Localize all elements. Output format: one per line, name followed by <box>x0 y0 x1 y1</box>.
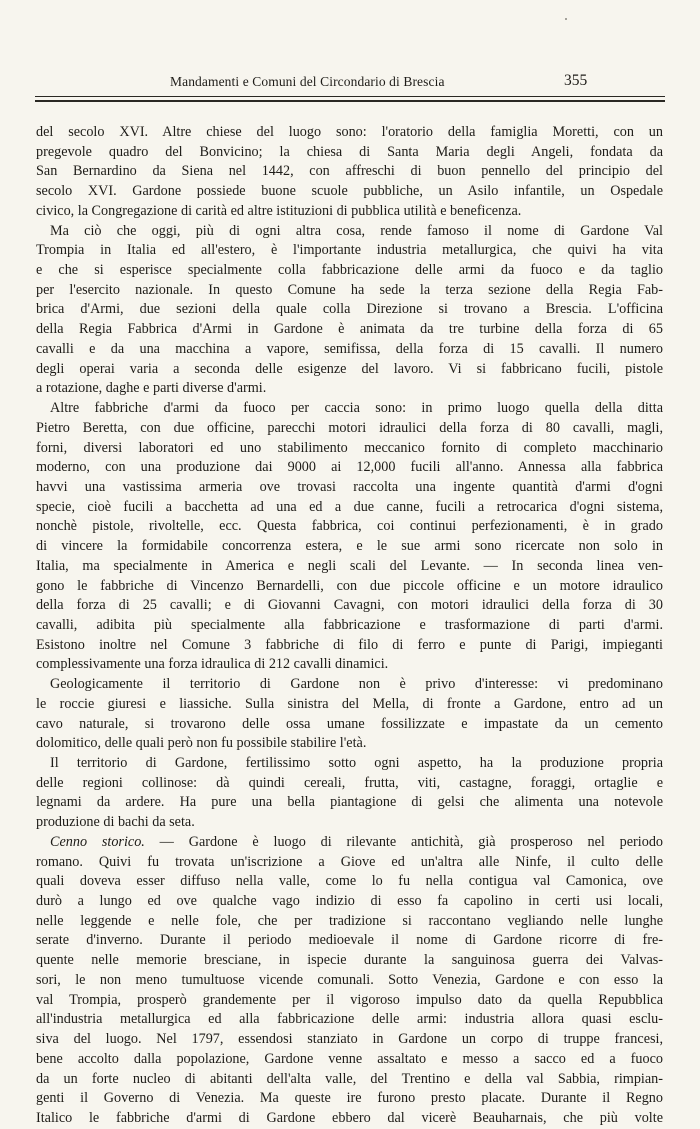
text-line <box>36 1010 663 1030</box>
text-line-content: cavalli, adibita più specialmente alla fabbricazione e trasformazione di parti d'armi. <box>36 616 663 633</box>
text-line-content: — Gardone è luogo di rilevante antichità, già prosperoso nel periodo <box>144 833 663 850</box>
text-line-content: havvi una vastissima armeria ove trovasi raccolta una ingente quantità d'armi d'ogni <box>36 478 663 495</box>
text-line <box>36 478 663 498</box>
page-number: 355 <box>564 72 588 89</box>
text-line <box>36 813 663 833</box>
text-line-content: per l'esercito nazionale. In questo Comune ha sede la terza sezione della Regia Fab- <box>36 281 663 298</box>
text-line <box>36 853 663 873</box>
text-line-content: legnami da ardere. Ha pure una bella piantagione di gelsi che alimenta una notevole <box>36 794 663 811</box>
text-line-content: pregevole quadro del Bonvicino; la chiesa di Santa Maria degli Angeli, fondata da <box>36 143 663 160</box>
text-line <box>36 498 663 518</box>
text-line <box>36 577 663 597</box>
text-line-content: Italia, ma specialmente in America e negli scali del Levante. — In seconda linea ven- <box>36 557 663 574</box>
text-line-content: nelle leggende e nelle fole, che per tradizione si raccontano vegliando nelle lunghe <box>36 912 663 929</box>
text-line-content: Italico le fabbriche d'armi di Gardone ebbero dal vicerè Beauharnais, che più volte <box>36 1109 663 1126</box>
text-line-content: del secolo XVI. Altre chiese del luogo sono: l'oratorio della famiglia Moretti, con un <box>36 124 663 140</box>
running-title: Mandamenti e Comuni del Circondario di Brescia <box>170 74 445 89</box>
text-line-content: Esistono inoltre nel Comune 3 fabbriche di filo di ferro e punte di Parigi, impieganti <box>36 636 663 653</box>
text-line-content: Il territorio di Gardone, fertilissimo sotto ogni aspetto, ha la produzione propria <box>50 755 663 771</box>
text-line-content: complessivamente una forza idraulica di 212 cavalli dinamici. <box>36 656 389 673</box>
text-line-content: della forza di 25 cavalli; e di Giovanni Cavagni, con motori idraulici della forza di 30 <box>36 597 663 614</box>
text-line-content: siva del luogo. Nel 1797, essendosi stanziato in Gardone un corpo di truppe francesi, <box>36 1031 663 1048</box>
text-line <box>36 872 663 892</box>
text-line-content: secolo XVI. Gardone possiede buone scuole pubbliche, un Asilo infantile, un Ospedale <box>36 183 663 200</box>
text-line-content: civico, la Congregazione di carità ed altre istituzioni di pubblica utilità e beneficenza. <box>36 202 522 219</box>
text-line-content: gono le fabbriche di Vincenzo Bernardelli, con due piccole officine e un motore idraulico <box>36 577 663 594</box>
header-rule-thin <box>35 96 665 97</box>
text-line <box>36 695 663 715</box>
body-text <box>36 123 663 1129</box>
text-line <box>36 715 663 735</box>
text-line <box>36 774 663 794</box>
text-line-content: e che si esperisce specialmente colla fabbricazione delle armi da fuoco e da taglio <box>36 262 663 279</box>
text-line-content: forni, diversi laboratori ed uno stabilimento meccanico fornito di completo macchinario <box>36 439 663 456</box>
text-line-content: genti il Governo di Venezia. Ma queste ire furono presto placate. Durante il Regno <box>36 1090 663 1107</box>
text-line-content: specie, cioè fucili a bacchetta ad una ed a due canne, fucili a retrocarica d'ogni sistema, <box>36 498 663 515</box>
text-line <box>36 340 663 360</box>
text-line <box>36 892 663 912</box>
text-line <box>36 123 663 143</box>
text-line-content: San Bernardino da Siena nel 1442, con affreschi di buon pennello del principio del <box>36 163 663 180</box>
text-line-content: di vincere la formidabile concorrenza estera, e le sue armi sono ricercate non solo in <box>36 538 663 555</box>
text-line <box>36 931 663 951</box>
text-line-content: bene accolto dalla popolazione, Gardone venne assaltato e messo a sacco ed a fuoco <box>36 1050 663 1067</box>
text-line-content: all'industria metallurgica ed alla fabbricazione delle armi: industria allora quasi esclu- <box>36 1011 663 1028</box>
text-line-content: durò a lungo ed ove qualche vago indizio di esso fa capolino in certi usi locali, <box>36 893 663 910</box>
text-line-content: cavo naturale, si trovarono delle ossa umane fossilizzate e impastate da un cemento <box>36 715 663 732</box>
text-line-content: delle regioni collinose: dà quindi cereali, frutta, viti, castagne, foraggi, ortaglie e <box>36 774 663 791</box>
text-line-content: brica d'Armi, due sezioni della quale colla Direzione si trovano a Brescia. L'officina <box>36 301 663 318</box>
text-line <box>36 143 663 163</box>
text-line-content: da un forte nucleo di abitanti dell'alta valle, del Trentino e della val Sabbia, rimpian- <box>36 1070 663 1087</box>
text-line-content: Trompia in Italia ed all'estero, è l'importante industria metallurgica, che quivi ha vita <box>36 242 663 259</box>
text-line-content: cavalli e da una macchina a vapore, semifissa, della forza di 15 cavalli. Il numero <box>36 340 663 357</box>
text-line-content: degli operai varia a seconda delle esigenze del lavoro. Vi si fabbricano fucili, pistole <box>36 360 663 377</box>
header-rule-thick <box>35 100 665 102</box>
text-line-content: quente nelle memorie bresciane, in ispecie durante la sanguinosa guerra dei Valvas- <box>36 952 663 969</box>
text-line-content: romano. Quivi fu trovata un'iscrizione a Giove ed un'altra alle Ninfe, il culto delle <box>36 853 663 870</box>
text-line-content: dolomitico, delle quali però non fu possibile stabilire l'età. <box>36 735 367 752</box>
text-line-content: Pietro Beretta, con due officine, parecchi motori idraulici della forza di 80 cavalli, magli, <box>36 419 663 436</box>
text-line <box>36 1070 663 1090</box>
text-line-content: moderno, con una produzione dai 9000 ai 12,000 fucili all'anno. Annessa alla fabbrica <box>36 459 663 476</box>
text-line <box>36 616 663 636</box>
section-heading: Cenno storico. <box>50 833 145 850</box>
text-line <box>36 419 663 439</box>
text-line-content: le roccie giuresi e liassiche. Sulla sinistra del Mella, di fronte a Gardone, entro ad un <box>36 695 663 712</box>
text-line <box>36 655 663 675</box>
text-line <box>36 1050 663 1070</box>
text-line <box>36 360 663 380</box>
text-line <box>36 222 663 242</box>
text-line <box>36 675 663 695</box>
text-line <box>36 833 663 853</box>
text-line-content: val Trompia, prosperò grandemente per il vigoroso impulso dato da quella Repubblica <box>36 991 663 1008</box>
text-line <box>36 399 663 419</box>
text-line <box>36 951 663 971</box>
text-line <box>36 596 663 616</box>
text-line-content: quali doveva esser diffuso nella valle, come lo fu nella contigua val Camonica, ove <box>36 873 663 890</box>
text-line-content: Ma ciò che oggi, più di ogni altra cosa, rende famoso il nome di Gardone Val <box>50 222 663 239</box>
text-line-content: serate d'inverno. Durante il periodo medioevale il nome di Gardone ricorre di fre- <box>36 932 663 949</box>
text-line <box>36 517 663 537</box>
text-line <box>36 971 663 991</box>
text-line <box>36 379 663 399</box>
text-line <box>36 636 663 656</box>
text-line <box>36 1030 663 1050</box>
text-line <box>36 793 663 813</box>
text-line-content: produzione di bachi da seta. <box>36 814 195 831</box>
page-header <box>0 68 700 92</box>
text-line <box>36 439 663 459</box>
text-line <box>36 162 663 182</box>
text-line <box>36 182 663 202</box>
text-line <box>36 991 663 1011</box>
text-line <box>36 1109 663 1129</box>
text-line <box>36 261 663 281</box>
text-line <box>36 281 663 301</box>
text-line <box>36 458 663 478</box>
scan-speck <box>565 18 567 20</box>
text-line <box>36 537 663 557</box>
text-line <box>36 320 663 340</box>
text-line <box>36 300 663 320</box>
text-line-content: della Regia Fabbrica d'Armi in Gardone è animata da tre turbine della forza di 65 <box>36 321 663 338</box>
text-line-content: Geologicamente il territorio di Gardone non è privo d'interesse: vi predominano <box>50 676 663 693</box>
text-line <box>36 241 663 261</box>
text-line <box>36 754 663 774</box>
text-line <box>36 734 663 754</box>
text-line-content: Altre fabbriche d'armi da fuoco per caccia sono: in primo luogo quella della ditta <box>50 400 663 417</box>
text-line-content: a rotazione, daghe e parti diverse d'armi. <box>36 380 267 397</box>
text-line <box>36 912 663 932</box>
text-line <box>36 202 663 222</box>
text-line-content: nonchè pistole, rivoltelle, ecc. Questa fabbrica, coi continui perfezionamenti, è in grado <box>36 518 663 535</box>
text-line <box>36 557 663 577</box>
text-line-content: sori, le non meno tumultuose vicende comunali. Sotto Venezia, Gardone e con esso la <box>36 971 663 988</box>
text-line <box>36 1089 663 1109</box>
